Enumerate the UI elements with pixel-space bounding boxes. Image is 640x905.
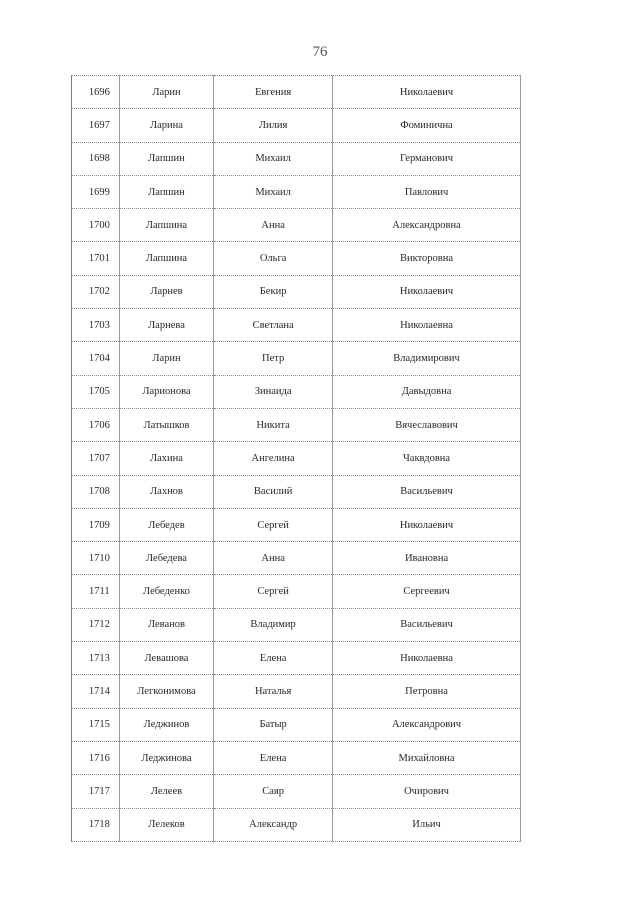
first-name-cell	[214, 642, 333, 675]
surname-cell	[119, 309, 213, 342]
first-name-cell	[214, 608, 333, 641]
row-number-cell-text: 1711	[89, 586, 110, 598]
first-name-cell-text: Светлана	[252, 319, 294, 331]
patronymic-cell-text: Николаевна	[400, 319, 453, 331]
first-name-cell-text: Саяр	[262, 785, 284, 797]
surname-cell	[119, 775, 213, 808]
patronymic-cell-text: Васильевич	[400, 486, 453, 498]
first-name-cell-text: Анна	[261, 552, 285, 564]
surname-cell	[119, 741, 213, 774]
row-number-cell-text: 1714	[88, 685, 110, 697]
first-name-cell	[214, 342, 333, 375]
surname-cell-text: Лебеденко	[143, 586, 190, 598]
surname-cell-text: Легконимова	[137, 685, 196, 697]
surname-cell	[119, 808, 213, 841]
patronymic-cell	[333, 508, 521, 541]
surname-cell	[119, 542, 213, 575]
patronymic-cell-text: Васильевич	[400, 619, 453, 631]
table-row	[72, 575, 521, 608]
patronymic-cell-text: Павлович	[404, 186, 449, 198]
row-number-cell-text: 1718	[88, 819, 110, 831]
row-number-cell-text: 1700	[88, 219, 110, 231]
patronymic-cell	[333, 575, 521, 608]
row-number-cell	[72, 275, 120, 308]
surname-cell	[119, 642, 213, 675]
patronymic-cell-text: Владимирович	[393, 353, 460, 365]
surname-cell	[119, 275, 213, 308]
patronymic-cell-text: Давыдовна	[401, 386, 452, 398]
row-number-cell-text: 1703	[88, 319, 110, 331]
patronymic-cell	[333, 741, 521, 774]
first-name-cell	[214, 209, 333, 242]
table-row	[72, 708, 521, 741]
patronymic-cell	[333, 242, 521, 275]
first-name-cell	[214, 808, 333, 841]
first-name-cell-text: Анна	[261, 219, 285, 231]
surname-cell	[119, 508, 213, 541]
surname-cell	[119, 242, 213, 275]
row-number-cell	[72, 142, 120, 175]
row-number-cell-text: 1704	[88, 353, 110, 365]
row-number-cell	[72, 808, 120, 841]
table-row	[72, 608, 521, 641]
patronymic-cell-text: Михайловна	[398, 752, 455, 764]
patronymic-cell	[333, 708, 521, 741]
table-row	[72, 309, 521, 342]
row-number-cell-text: 1705	[88, 386, 110, 398]
row-number-cell	[72, 242, 120, 275]
row-number-cell-text: 1713	[88, 652, 110, 664]
surname-cell-text: Лелеков	[148, 819, 185, 831]
surname-cell	[119, 408, 213, 441]
row-number-cell	[72, 642, 120, 675]
row-number-cell	[72, 209, 120, 242]
surname-cell-text: Леванов	[147, 619, 185, 631]
patronymic-cell	[333, 442, 521, 475]
first-name-cell	[214, 475, 333, 508]
surname-cell-text: Леджинова	[141, 752, 192, 764]
patronymic-cell-text: Александровна	[392, 219, 461, 231]
row-number-cell	[72, 109, 120, 142]
first-name-cell	[214, 142, 333, 175]
first-name-cell-text: Василий	[253, 486, 293, 498]
first-name-cell	[214, 375, 333, 408]
table-row	[72, 76, 521, 109]
table-row	[72, 808, 521, 841]
patronymic-cell-text: Петровна	[405, 685, 448, 697]
patronymic-cell-text: Очирович	[404, 785, 449, 797]
surname-cell-text: Леджинов	[143, 719, 190, 731]
surname-cell	[119, 76, 213, 109]
surname-cell	[119, 109, 213, 142]
patronymic-cell	[333, 542, 521, 575]
patronymic-cell	[333, 675, 521, 708]
surname-cell	[119, 708, 213, 741]
patronymic-cell-text: Николаевич	[399, 86, 454, 98]
patronymic-cell	[333, 209, 521, 242]
surname-cell-text: Лебедев	[148, 519, 185, 531]
page-number: 76	[312, 44, 328, 60]
first-name-cell	[214, 76, 333, 109]
row-number-cell	[72, 475, 120, 508]
patronymic-cell	[333, 76, 521, 109]
first-name-cell-text: Ольга	[259, 253, 287, 265]
patronymic-cell	[333, 275, 521, 308]
patronymic-cell	[333, 109, 521, 142]
surname-cell-text: Лапшина	[145, 253, 188, 265]
first-name-cell	[214, 542, 333, 575]
row-number-cell-text: 1712	[88, 619, 110, 631]
row-number-cell-text: 1706	[88, 419, 110, 431]
table-row	[72, 408, 521, 441]
row-number-cell	[72, 575, 120, 608]
patronymic-cell	[333, 175, 521, 208]
surname-cell-text: Левашова	[144, 652, 189, 664]
row-number-cell	[72, 775, 120, 808]
table-row	[72, 209, 521, 242]
first-name-cell-text: Лилия	[258, 119, 288, 131]
surname-cell	[119, 209, 213, 242]
first-name-cell	[214, 575, 333, 608]
row-number-cell	[72, 508, 120, 541]
first-name-cell-text: Никита	[256, 419, 290, 431]
surname-cell-text: Лебедева	[146, 552, 187, 564]
table-row	[72, 342, 521, 375]
patronymic-cell	[333, 608, 521, 641]
row-number-cell-text: 1716	[88, 752, 110, 764]
first-name-cell	[214, 741, 333, 774]
patronymic-cell	[333, 808, 521, 841]
surname-cell	[119, 675, 213, 708]
first-name-cell	[214, 175, 333, 208]
row-number-cell-text: 1702	[88, 286, 110, 298]
first-name-cell-text: Владимир	[250, 619, 296, 631]
first-name-cell-text: Сергей	[257, 519, 289, 531]
patronymic-cell-text: Александрович	[391, 719, 462, 731]
first-name-cell	[214, 442, 333, 475]
first-name-cell	[214, 775, 333, 808]
table-row	[72, 775, 521, 808]
patronymic-cell-text: Викторовна	[400, 253, 454, 265]
first-name-cell-text: Александр	[249, 819, 298, 831]
table-row	[72, 542, 521, 575]
surname-cell-text: Лапшин	[148, 186, 185, 198]
patronymic-cell-text: Чаквдовна	[402, 452, 451, 464]
table-row	[72, 175, 521, 208]
surname-cell-text: Лелеев	[150, 785, 183, 797]
patronymic-cell-text: Николаевич	[399, 286, 454, 298]
row-number-cell	[72, 542, 120, 575]
first-name-cell	[214, 508, 333, 541]
first-name-cell	[214, 309, 333, 342]
first-name-cell-text: Евгения	[254, 86, 292, 98]
first-name-cell-text: Наталья	[254, 685, 292, 697]
patronymic-cell-text: Германович	[400, 153, 454, 165]
first-name-cell-text: Батыр	[259, 719, 287, 731]
surname-cell	[119, 175, 213, 208]
first-name-cell	[214, 408, 333, 441]
row-number-cell	[72, 608, 120, 641]
patronymic-cell-text: Вячеславович	[395, 419, 458, 431]
surname-cell-text: Ларнева	[148, 319, 185, 331]
first-name-cell-text: Елена	[259, 752, 287, 764]
row-number-cell	[72, 442, 120, 475]
register-body	[72, 76, 521, 842]
first-name-cell-text: Бекир	[259, 286, 287, 298]
table-row	[72, 242, 521, 275]
first-name-cell-text: Сергей	[257, 586, 289, 598]
surname-cell	[119, 475, 213, 508]
surname-cell	[119, 342, 213, 375]
first-name-cell	[214, 275, 333, 308]
row-number-cell	[72, 375, 120, 408]
row-number-cell	[72, 342, 120, 375]
surname-cell-text: Ларнев	[150, 286, 183, 298]
surname-cell-text: Лапшина	[145, 219, 188, 231]
patronymic-cell-text: Фоминична	[400, 119, 453, 131]
surname-cell-text: Лахина	[150, 452, 183, 464]
table-row	[72, 741, 521, 774]
surname-cell-text: Ларионова	[142, 386, 191, 398]
first-name-cell-text: Елена	[259, 652, 287, 664]
register-table	[71, 75, 521, 842]
table-row	[72, 475, 521, 508]
table-row	[72, 675, 521, 708]
table-row	[72, 642, 521, 675]
first-name-cell-text: Ангелина	[251, 452, 295, 464]
surname-cell	[119, 575, 213, 608]
row-number-cell	[72, 408, 120, 441]
first-name-cell-text: Михаил	[255, 153, 291, 165]
row-number-cell-text: 1717	[88, 785, 110, 797]
surname-cell-text: Ларин	[152, 353, 181, 365]
patronymic-cell	[333, 642, 521, 675]
row-number-cell-text: 1699	[88, 186, 110, 198]
row-number-cell	[72, 708, 120, 741]
patronymic-cell-text: Николаевна	[400, 652, 453, 664]
table-row	[72, 442, 521, 475]
surname-cell-text: Лахнов	[150, 486, 183, 498]
patronymic-cell-text: Ивановна	[404, 552, 449, 564]
table-row	[72, 375, 521, 408]
surname-cell	[119, 442, 213, 475]
first-name-cell	[214, 109, 333, 142]
table-row	[72, 142, 521, 175]
patronymic-cell	[333, 408, 521, 441]
first-name-cell	[214, 708, 333, 741]
first-name-cell-text: Зинаида	[254, 386, 292, 398]
row-number-cell-text: 1708	[88, 486, 110, 498]
row-number-cell	[72, 76, 120, 109]
surname-cell	[119, 375, 213, 408]
surname-cell	[119, 142, 213, 175]
row-number-cell-text: 1707	[88, 452, 110, 464]
first-name-cell	[214, 242, 333, 275]
patronymic-cell-text: Сергеевич	[403, 586, 450, 598]
surname-cell-text: Латышков	[143, 419, 190, 431]
first-name-cell	[214, 675, 333, 708]
row-number-cell-text: 1696	[88, 86, 110, 98]
surname-cell-text: Ларина	[150, 119, 183, 131]
first-name-cell-text: Петр	[262, 353, 285, 365]
patronymic-cell	[333, 375, 521, 408]
patronymic-cell	[333, 475, 521, 508]
row-number-cell	[72, 675, 120, 708]
row-number-cell-text: 1701	[88, 253, 110, 265]
row-number-cell-text: 1715	[88, 719, 110, 731]
table-row	[72, 109, 521, 142]
patronymic-cell-text: Николаевич	[399, 519, 454, 531]
surname-cell-text: Ларин	[152, 86, 181, 98]
row-number-cell	[72, 175, 120, 208]
surname-cell-text: Лапшин	[148, 153, 185, 165]
row-number-cell-text: 1698	[88, 153, 110, 165]
row-number-cell	[72, 741, 120, 774]
first-name-cell-text: Михаил	[255, 186, 291, 198]
surname-cell	[119, 608, 213, 641]
patronymic-cell	[333, 342, 521, 375]
row-number-cell-text: 1709	[88, 519, 110, 531]
table-row	[72, 508, 521, 541]
patronymic-cell	[333, 142, 521, 175]
patronymic-cell-text: Ильич	[412, 819, 441, 831]
row-number-cell-text: 1697	[88, 119, 110, 131]
row-number-cell-text: 1710	[88, 552, 110, 564]
patronymic-cell	[333, 309, 521, 342]
table-row	[72, 275, 521, 308]
row-number-cell	[72, 309, 120, 342]
patronymic-cell	[333, 775, 521, 808]
